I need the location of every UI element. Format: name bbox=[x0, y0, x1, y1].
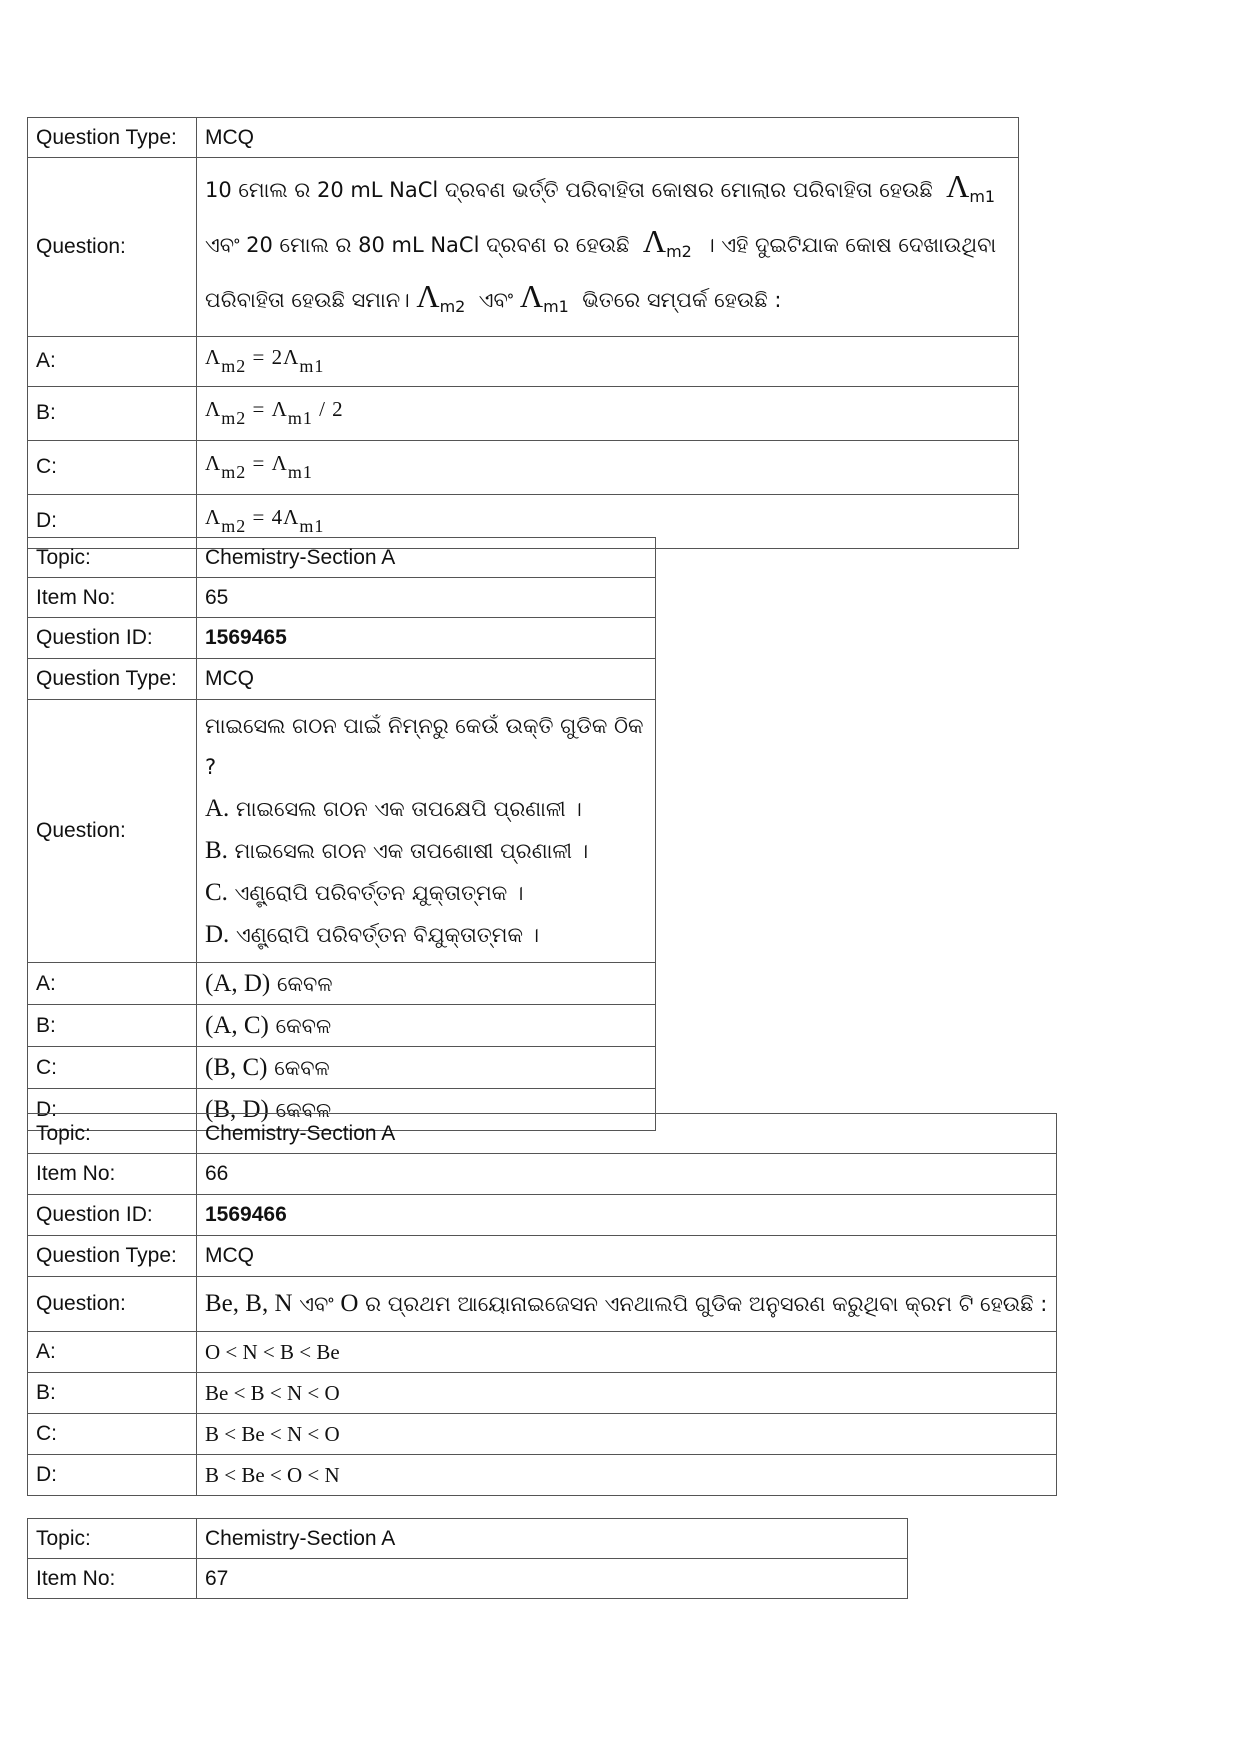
question-table-64 bbox=[27, 117, 1019, 549]
label-question: Question: bbox=[28, 158, 197, 337]
item-no-value: 65 bbox=[197, 578, 656, 618]
question-table-67 bbox=[27, 1518, 908, 1599]
question-line-1: 10 ମୋଲ ର 20 mL NaCl ଦ୍ରବଣ ଭର୍ତ୍ତି ପରିବାହିତା କୋଷର ମୋଲାର ପରିବାହିତା ହେଉଛି $\Lambda_{m1}$ bbox=[205, 168, 996, 207]
label-option-a: A: bbox=[28, 963, 197, 1005]
question-id-value: 1569465 bbox=[197, 618, 656, 659]
label-option-d: D: bbox=[28, 1089, 197, 1131]
option-a-value: O < N < B < Be bbox=[197, 1332, 1057, 1373]
question-line-2: ଏବଂ 20 ମୋଲ ର 80 mL NaCl ଦ୍ରବଣ ର ହେଉଛି $\Lambda_{m2}$ । ଏହି ଦୁଇଟିଯାକ କୋଷ ଦେଖାଉଥିବା bbox=[205, 223, 997, 262]
topic-value: Chemistry-Section A bbox=[197, 538, 656, 578]
label-question: Question: bbox=[28, 700, 197, 963]
table-row bbox=[28, 963, 656, 1005]
option-b-value: (A, C) କେବଳ bbox=[197, 1005, 656, 1047]
option-b-value: $\Lambda_{m2} = \Lambda_{m1} / 2$ bbox=[197, 386, 1019, 440]
label-option-c: C: bbox=[28, 1047, 197, 1089]
table-row bbox=[28, 1373, 1057, 1414]
table-row bbox=[28, 1195, 1057, 1236]
table-row bbox=[28, 1332, 1057, 1373]
table-row bbox=[28, 1154, 1057, 1195]
table-row bbox=[28, 700, 656, 963]
label-topic: Topic: bbox=[28, 1114, 197, 1154]
table-row bbox=[28, 118, 1019, 158]
statement-d: D. ଏଣ୍ଟ୍ରୋପି ପରିବର୍ତ୍ତନ ବିଯୁକ୍ତାତ୍ମକ । bbox=[205, 921, 540, 948]
label-question-id: Question ID: bbox=[28, 1195, 197, 1236]
option-a-value: (A, D) କେବଳ bbox=[197, 963, 656, 1005]
label-question-id: Question ID: bbox=[28, 618, 197, 659]
label-question-type: Question Type: bbox=[28, 118, 197, 158]
table-row bbox=[28, 659, 656, 700]
label-topic: Topic: bbox=[28, 538, 197, 578]
label-item-no: Item No: bbox=[28, 1154, 197, 1195]
option-d-value: $\Lambda_{m2} = 4\Lambda_{m1}$ bbox=[197, 494, 1019, 548]
table-row bbox=[28, 1236, 1057, 1277]
label-option-a: A: bbox=[28, 336, 197, 386]
item-no-value: 66 bbox=[197, 1154, 1057, 1195]
question-type-value: MCQ bbox=[197, 659, 656, 700]
table-row bbox=[28, 1114, 1057, 1154]
question-type-value: MCQ bbox=[197, 118, 1019, 158]
option-b-value: Be < B < N < O bbox=[197, 1373, 1057, 1414]
option-d-value: (B, D) କେବଳ bbox=[197, 1089, 656, 1131]
table-row bbox=[28, 1519, 908, 1559]
table-row bbox=[28, 538, 656, 578]
label-option-b: B: bbox=[28, 386, 197, 440]
label-option-c: C: bbox=[28, 1414, 197, 1455]
label-question-type: Question Type: bbox=[28, 659, 197, 700]
label-option-b: B: bbox=[28, 1005, 197, 1047]
statement-c: C. ଏଣ୍ଟ୍ରୋପି ପରିବର୍ତ୍ତନ ଯୁକ୍ତାତ୍ମକ । bbox=[205, 879, 524, 906]
question-table-65 bbox=[27, 537, 656, 1131]
table-row bbox=[28, 158, 1019, 337]
table-row bbox=[28, 578, 656, 618]
topic-value: Chemistry-Section A bbox=[197, 1114, 1057, 1154]
table-row bbox=[28, 1559, 908, 1599]
label-option-d: D: bbox=[28, 1455, 197, 1496]
option-a-value: $\Lambda_{m2} = 2\Lambda_{m1}$ bbox=[197, 336, 1019, 386]
option-c-value: (B, C) କେବଳ bbox=[197, 1047, 656, 1089]
question-text bbox=[197, 700, 656, 963]
label-option-a: A: bbox=[28, 1332, 197, 1373]
label-option-b: B: bbox=[28, 1373, 197, 1414]
table-row bbox=[28, 1277, 1057, 1332]
table-row bbox=[28, 1005, 656, 1047]
table-row bbox=[28, 440, 1019, 494]
option-d-value: B < Be < O < N bbox=[197, 1455, 1057, 1496]
label-option-c: C: bbox=[28, 440, 197, 494]
label-question: Question: bbox=[28, 1277, 197, 1332]
statement-b: B. ମାଇସେଲ ଗଠନ ଏକ ତାପଶୋଷୀ ପ୍ରଣାଳୀ । bbox=[205, 837, 589, 864]
item-no-value: 67 bbox=[197, 1559, 908, 1599]
question-type-value: MCQ bbox=[197, 1236, 1057, 1277]
table-row bbox=[28, 386, 1019, 440]
question-intro: ମାଇସେଲ ଗଠନ ପାଇଁ ନିମ୍ନରୁ କେଉଁ ଉକ୍ତି ଗୁଡିକ ଠିକ ? bbox=[205, 714, 644, 779]
option-c-value: $\Lambda_{m2} = \Lambda_{m1}$ bbox=[197, 440, 1019, 494]
question-id-value: 1569466 bbox=[197, 1195, 1057, 1236]
label-topic: Topic: bbox=[28, 1519, 197, 1559]
label-item-no: Item No: bbox=[28, 1559, 197, 1599]
label-option-d: D: bbox=[28, 494, 197, 548]
table-row bbox=[28, 1047, 656, 1089]
question-text: Be, B, N ଏବଂ O ର ପ୍ରଥମ ଆୟୋନାଇଜେସନ ଏନଥାଲପି ଗୁଡିକ ଅନୁସରଣ କରୁଥିବା କ୍ରମ ଟି ହେଉଛି : bbox=[197, 1277, 1057, 1332]
question-line-3: ପରିବାହିତା ହେଉଛି ସମାନ। $\Lambda_{m2}$ ଏବଂ $\Lambda_{m1}$ ଭିତରେ ସମ୍ପର୍କ ହେଉଛି : bbox=[205, 278, 782, 317]
question-text bbox=[197, 158, 1019, 337]
label-item-no: Item No: bbox=[28, 578, 197, 618]
table-row bbox=[28, 336, 1019, 386]
option-c-value: B < Be < N < O bbox=[197, 1414, 1057, 1455]
table-row bbox=[28, 1455, 1057, 1496]
table-row bbox=[28, 618, 656, 659]
table-row bbox=[28, 1414, 1057, 1455]
topic-value: Chemistry-Section A bbox=[197, 1519, 908, 1559]
question-table-66 bbox=[27, 1113, 1057, 1496]
statement-a: A. ମାଇସେଲ ଗଠନ ଏକ ତାପକ୍ଷେପି ପ୍ରଣାଳୀ । bbox=[205, 795, 582, 822]
label-question-type: Question Type: bbox=[28, 1236, 197, 1277]
